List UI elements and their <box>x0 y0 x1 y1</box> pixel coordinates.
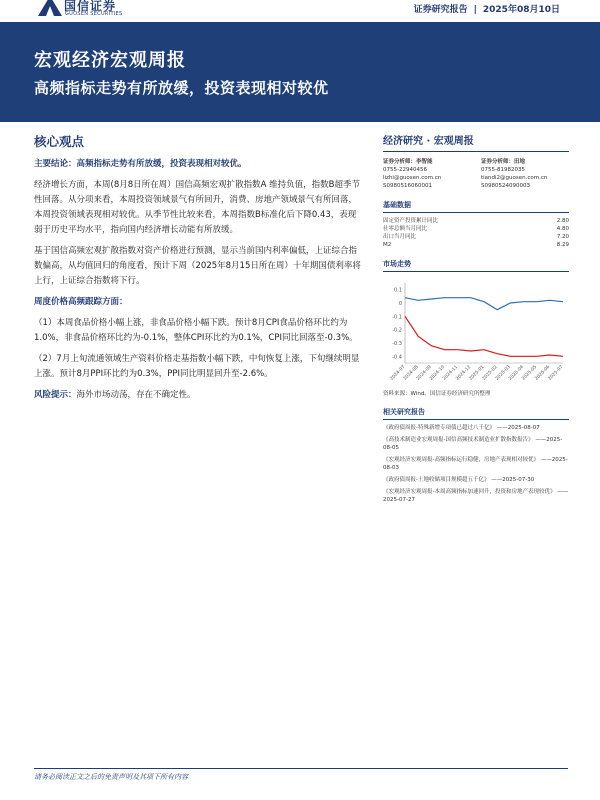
related-report-item[interactable]: 《宏观经济宏观周报-高频指标运行稳健，房地产表现相对较优》 ——2025-08-03 <box>383 457 568 471</box>
guosen-logo <box>38 0 158 20</box>
brand-name-cn: 国信证券 <box>64 0 117 13</box>
report-title: 宏观经济宏观周报 <box>34 50 186 71</box>
basic-label: 固定资产投资累计同比 <box>383 218 439 224</box>
footer-disclaimer: 请务必阅读正文之后的免责声明及其项下所有内容 <box>34 773 188 781</box>
basic-value: 2.80 <box>556 218 569 224</box>
top-header <box>0 0 600 22</box>
sidebar <box>383 132 569 504</box>
ppi-paragraph: （2）7月上旬流通领域生产资料价格走基指数小幅下跌，中旬恢复上涨，下旬继续明显上涨。预计8月PPI环比约为0.3%，PPI同比明显回升至-2.6%。 <box>34 354 360 379</box>
x-tick-label: 2024-11 <box>442 364 460 382</box>
sidebar-heading: 经济研究 · 宏观周报 <box>383 132 569 152</box>
risk-text: 海外市场动荡，存在不确定性。 <box>76 390 196 400</box>
analyst-card <box>481 158 569 190</box>
price-tracking-title <box>34 295 364 310</box>
analyst-role: 证券分析师： <box>383 159 417 165</box>
basic-data-row <box>383 241 569 249</box>
report-date: 2025年08月10日 <box>482 5 560 15</box>
y-tick-label: -0.2 <box>392 327 402 334</box>
risk-notice <box>34 388 364 403</box>
analyst-phone: 0755-81982035 <box>481 167 525 173</box>
analyst-cert: S0980524090003 <box>481 183 530 189</box>
x-tick-label: 2025-03 <box>494 364 512 382</box>
x-tick-label: 2025-07 <box>547 364 565 382</box>
report-subtitle: 高频指标走势有所放缓，投资表现相对较优 <box>34 79 329 97</box>
analyst-cert: S0980516060001 <box>383 183 432 189</box>
series-line-1 <box>405 298 563 310</box>
related-report-item[interactable]: 《宏观经济宏观周报-本周高频指标加速回升，投资和房地产表现较优》 ——2025-07-27 <box>383 489 569 503</box>
related-report-item[interactable]: 《高技术制造业宏观周报-国信高频技术制造业扩散指数报告》 ——2025-08-05 <box>383 437 563 451</box>
y-tick-label: -0.4 <box>392 354 402 361</box>
main-conclusion-label: 主要结论： <box>34 159 77 169</box>
y-tick-label: 0 <box>398 301 402 307</box>
y-tick-label: -0.1 <box>392 314 402 321</box>
analyst-list <box>383 158 569 190</box>
x-tick-label: 2025-04 <box>508 364 525 382</box>
market-trend-title: 市场走势 <box>383 259 569 272</box>
risk-label: 风险提示： <box>34 390 77 400</box>
basic-data-row <box>383 217 569 225</box>
related-report-item[interactable]: 《政府债周报-土地收储项目规模超五千亿》 ——2025-07-30 <box>383 477 535 483</box>
basic-data-row <box>383 225 569 233</box>
logo-mark-icon <box>38 0 62 16</box>
basic-value: 7.20 <box>556 234 569 240</box>
basic-data-row <box>383 233 569 241</box>
related-reports-title: 相关研究报告 <box>383 407 569 420</box>
analyst-card <box>383 158 471 190</box>
core-viewpoints <box>34 132 364 409</box>
basic-data-table <box>383 217 569 249</box>
x-tick-label: 2025-01 <box>468 364 486 382</box>
analyst-name: 李智能 <box>416 159 433 165</box>
title-banner <box>0 22 600 122</box>
report-type: 证券研究报告 <box>413 5 468 15</box>
main-conclusion <box>34 157 364 172</box>
analyst-email[interactable]: tiandi2@guosen.com.cn <box>481 175 548 181</box>
basic-label: M2 <box>383 242 392 248</box>
analyst-phone: 0755-22940456 <box>383 167 427 173</box>
x-tick-label: 2024-07 <box>389 364 407 382</box>
x-tick-label: 2024-12 <box>455 364 473 382</box>
market-trend-chart <box>383 275 569 385</box>
basic-data-title: 基础数据 <box>383 200 569 213</box>
analyst-email[interactable]: lizhi@guosen.com.cn <box>383 175 442 181</box>
basic-value: 8.29 <box>556 242 569 248</box>
chart-source: 资料来源：Wind、国信证券经济研究所整理 <box>383 391 491 397</box>
x-tick-label: 2025-05 <box>521 364 539 382</box>
forecast-paragraph: 基于国信高频宏观扩散指数对资产价格进行预测，显示当前国内利率偏低，上证综合指数偏高，从均值回归的角度看，预计下周（2025年8月15日所在周）十年期国债利率将上行，上证综合指数将下行。 <box>34 246 361 286</box>
meta-divider: | <box>473 5 477 15</box>
x-tick-label: 2025-02 <box>481 364 499 382</box>
basic-label: 社零总额当月同比 <box>383 226 428 232</box>
related-report-item[interactable]: 《政府债周报-特殊新增专项债已超过八千亿》 ——2025-08-07 <box>383 425 540 431</box>
x-tick-label: 2024-08 <box>402 364 420 382</box>
y-tick-label: -0.3 <box>392 341 402 347</box>
cpi-paragraph: （1）本周食品价格小幅上涨，非食品价格小幅下跌。预计8月CPI食品价格环比约为1.0%，非食品价格环比约为-0.1%，整体CPI环比约为0.1%，CPI同比回落至-0.3%。 <box>34 318 358 343</box>
y-tick-label: 0.1 <box>394 287 402 294</box>
x-tick-label: 2024-09 <box>415 364 433 382</box>
basic-label: 出口当月同比 <box>383 234 417 240</box>
basic-value: 4.80 <box>556 226 569 232</box>
market-trend-svg <box>383 275 569 385</box>
x-tick-label: 2024-10 <box>429 364 446 382</box>
series-line-2 <box>405 316 563 356</box>
price-tracking-label: 周度价格高频跟踪方面： <box>34 297 128 307</box>
brand-name-en: GUOSEN SECURITIES <box>65 11 123 17</box>
growth-paragraph: 经济增长方面，本周(8月8日所在周）国信高频宏观扩散指数A 维持负值，指数B超季节性回落。从分项来看，本周投资领域景气有所回升，消费、房地产领域景气有所回落，本周投资领域表现相对较优。从季节性比较来看，本周指数B标准化后下降0.43，表现弱于历史平均水平，指向国内经济增长动能有所放缓。 <box>34 180 360 235</box>
x-tick-label: 2025-06 <box>534 364 552 382</box>
analyst-name: 田地 <box>514 159 526 165</box>
footer-divider <box>34 768 568 769</box>
report-meta <box>414 2 560 15</box>
core-title: 核心观点 <box>34 134 85 149</box>
analyst-role: 证券分析师： <box>481 159 515 165</box>
main-conclusion-text: 高频指标走势有所放缓，投资表现相对较优。 <box>76 159 247 169</box>
